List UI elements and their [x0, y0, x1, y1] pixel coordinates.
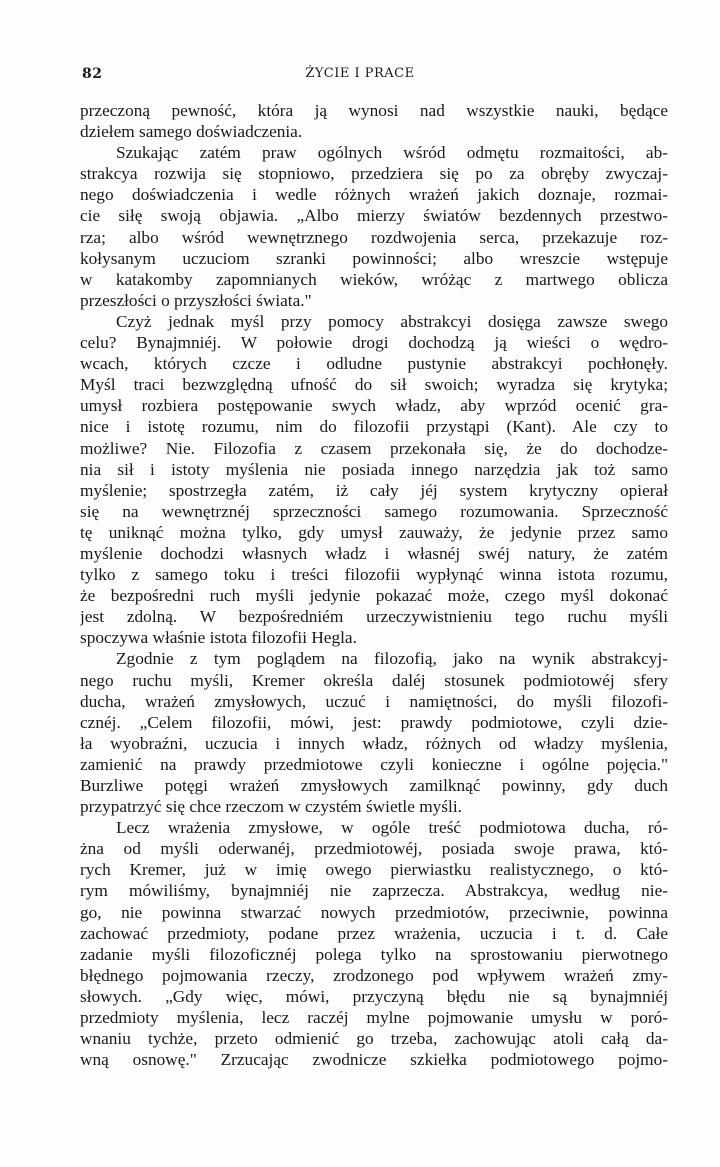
text-line: nego doświadczenia i wedle różnych wrażeń jakich doznaje, rozmai- — [80, 185, 668, 205]
text-line: błędnego pojmowania rzeczy, zrodzonego pod wpływem wrażeń zmy- — [80, 965, 668, 985]
text-line: Lecz wrażenia zmysłowe, w ogóle treść podmiotowa ducha, ró- — [116, 818, 668, 838]
page-number: 82 — [82, 66, 103, 82]
text-line: przeczoną pewność, która ją wynosi nad wszystkie nauki, będące — [80, 101, 668, 120]
running-head — [80, 66, 640, 88]
body-text — [80, 100, 668, 1070]
text-line: kołysanym uczuciom szranki powinności; albo wreszcie wstępuje — [80, 248, 668, 268]
text-line: zamienić na prawdy przedmiotowe czyli konieczne i ogólne pojęcia." — [80, 754, 668, 774]
text-line: rza; albo wśród wewnętrznego rozdwojenia serca, przekazuje roz- — [80, 227, 668, 247]
text-line: cznéj. „Celem filozofii, mówi, jest: prawdy podmiotowe, czyli dzie- — [80, 712, 668, 732]
text-line: zadanie myśli filozoficznéj polega tylko na sprostowaniu pierwotnego — [80, 944, 668, 964]
text-line: nia sił i istoty myślenia nie posiada innego narzędzia jak toż samo — [80, 459, 668, 479]
text-line: przypatrzyć się chce rzeczom w czystém świetle myśli. — [80, 797, 462, 817]
text-line: wną osnowę." Zrzucając zwodnicze szkiełka podmiotowego pojmo- — [80, 1050, 668, 1070]
text-line: Myśl traci bezwzględną ufność do sił swoich; wyradza się krytyka; — [80, 375, 668, 395]
running-title: ŻYCIE I PRACE — [305, 66, 415, 81]
text-line: wnaniu tychże, przeto odmienić go trzeba, zachowując atoli całą da- — [80, 1029, 668, 1049]
text-line: rym mówiliśmy, bynajmniéj nie zaprzecza. Abstrakcya, według nie- — [80, 881, 668, 901]
text-line: jest zdolną. W bezpośredniém urzeczywistnieniu tego ruchu myśli — [80, 607, 668, 627]
text-line: że bezpośredni ruch myśli jedynie pokazać może, czego myśl dokonać — [80, 586, 668, 606]
text-line: ła wyobraźni, uczucia i innych władz, różnych od władzy myślenia, — [80, 733, 668, 753]
text-line: Zgodnie z tym poglądem na filozofią, jako na wynik abstrakcyj- — [116, 649, 668, 669]
text-line: słowych. „Gdy więc, mówi, przyczyną błędu nie są bynajmniéj — [80, 986, 668, 1006]
text-line: tylko z samego toku i treści filozofii wypłynąć winna istota rozumu, — [80, 565, 668, 585]
text-line: myślenie; spostrzegła zatém, iż cały jéj system krytyczny opierał — [80, 480, 668, 500]
text-line: nice i istotę rozumu, nim do filozofii przystąpi (Kant). Ale czy to — [80, 417, 668, 437]
text-line: przeszłości o przyszłości świata." — [80, 290, 312, 310]
text-line: go, nie powinna stwarzać nowych przedmiotów, przeciwnie, powinna — [80, 902, 668, 922]
text-line: Burzliwe potęgi wrażeń zmysłowych zamilknąć powinny, gdy duch — [80, 776, 668, 795]
text-line: w katakomby zapomnianych wieków, wróżąc z martwego oblicza — [80, 269, 668, 289]
text-line: rych Kremer, już w imię owego pierwiastku realistycznego, o któ- — [80, 860, 668, 880]
text-line: cie siłę swoją objawia. „Albo mierzy światów bezdennych przestwo- — [80, 206, 668, 226]
text-line: nego ruchu myśli, Kremer określa daléj stosunek podmiotowéj sfery — [80, 670, 668, 690]
text-line: przedmioty myślenia, lecz raczéj mylne pojmowanie umysłu w poró- — [80, 1008, 668, 1028]
text-line: strakcya rozwija się stopniowo, przedziera się po za obręby zwyczaj- — [80, 164, 668, 184]
text-line: dziełem samego doświadczenia. — [80, 122, 303, 142]
text-line: żna od myśli oderwanéj, przedmiotowéj, posiada swoje prawa, któ- — [80, 839, 668, 859]
text-line: celu? Bynajmniéj. W połowie drogi dochodzą ją wieści o wędro- — [80, 333, 668, 353]
text-line: Szukając zatém praw ogólnych wśród odmętu rozmaitości, ab- — [116, 143, 668, 163]
text-line: myślenie dochodzi własnych władz i własnéj swéj natury, że zatém — [80, 543, 668, 563]
text-line: zachować przedmioty, podane przez wrażenia, uczucia i t. d. Całe — [80, 923, 668, 943]
text-line: spoczywa właśnie istota filozofii Hegla. — [80, 628, 357, 648]
text-line: Czyż jednak myśl przy pomocy abstrakcyi dosięga zawsze swego — [116, 311, 668, 331]
text-line: umysł rozbiera postępowanie swych władz, aby wprzód ocenić gra- — [80, 396, 668, 416]
text-line: się na wewnętrznéj sprzeczności samego rozumowania. Sprzeczność — [80, 501, 668, 521]
text-line: ducha, wrażeń zmysłowych, uczuć i namiętności, do myśli filozofi- — [80, 691, 668, 711]
text-line: możliwe? Nie. Filozofia z czasem przekonała się, że do dochodze- — [80, 438, 668, 458]
text-line: tę uniknąć można tylko, gdy umysł zauważy, że jedynie przez samo — [80, 522, 668, 542]
text-line: wcach, których czcze i odludne pustynie abstrakcyi pochłonęły. — [80, 354, 668, 374]
